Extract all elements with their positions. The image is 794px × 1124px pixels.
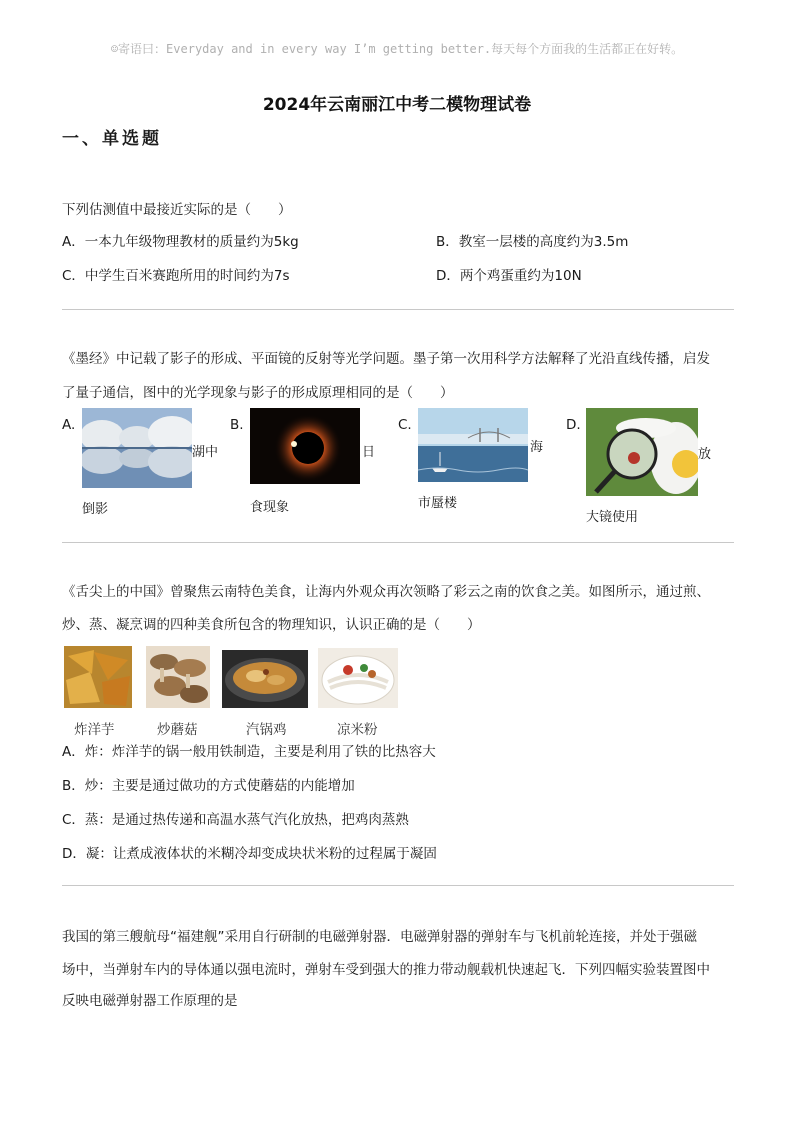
- reflection-photo: [82, 408, 192, 488]
- question-3-option-a: A．炸：炸洋芋的锅一般用铁制造，主要是利用了铁的比热容大: [62, 744, 436, 760]
- food-caption: 炒蘑菇: [157, 722, 198, 738]
- question-1-stem: 下列估测值中最接近实际的是（ ）: [62, 202, 292, 218]
- option-d-side-text: 放: [698, 447, 712, 462]
- question-4-stem-line-3: 反映电磁弹射器工作原理的是: [62, 993, 238, 1009]
- question-3-option-b: B．炒：主要是通过做功的方式使蘑菇的内能增加: [62, 778, 355, 794]
- question-2-stem-line-1: 《墨经》中记载了影子的形成、平面镜的反射等光学问题。墨子第一次用科学方法解释了光沿直线传播，启发: [62, 351, 710, 367]
- option-b-label: B.: [230, 417, 244, 433]
- question-2-stem-line-2: 了量子通信，图中的光学现象与影子的形成原理相同的是（ ）: [62, 385, 454, 401]
- option-c-label: C.: [398, 417, 412, 433]
- question-4-stem-line-1: 我国的第三艘航母“福建舰”采用自行研制的电磁弹射器．电磁弹射器的弹射车与飞机前轮连接，并处于强磁: [62, 929, 697, 945]
- option-b-side-text: 日: [362, 445, 376, 460]
- question-1-option-d: D．两个鸡蛋重约为10N: [436, 268, 582, 284]
- food-caption: 炸洋芋: [74, 722, 115, 738]
- option-d-label: D.: [566, 417, 581, 433]
- cold-rice-noodle-photo: [318, 648, 398, 708]
- option-d-caption: 大镜使用: [586, 510, 639, 525]
- option-a-caption: 倒影: [82, 502, 109, 517]
- question-1-option-b: B．教室一层楼的高度约为3.5m: [436, 234, 629, 250]
- question-3-option-d: D．凝：让煮成液体状的米糊冷却变成块状米粉的过程属于凝固: [62, 846, 437, 862]
- steam-pot-chicken-photo: [222, 650, 308, 708]
- option-a-side-text: 湖中: [192, 445, 219, 460]
- magnifying-glass-photo: [586, 408, 698, 496]
- food-caption: 凉米粉: [337, 722, 378, 738]
- solar-eclipse-photo: [250, 408, 360, 484]
- motto-header: ☺寄语曰：Everyday and in every way I’m getting better.每天每个方面我的生活都正在好转。: [110, 42, 684, 56]
- option-c-side-text: 海: [530, 440, 544, 455]
- section-heading: 一、单选题: [62, 129, 162, 149]
- question-3-stem-line-2: 炒、蒸、凝烹调的四种美食所包含的物理知识，认识正确的是（ ）: [62, 617, 481, 633]
- question-1-option-c: C．中学生百米赛跑所用的时间约为7s: [62, 268, 290, 284]
- divider: [62, 885, 734, 886]
- page-title: 2024年云南丽江中考二模物理试卷: [262, 95, 532, 115]
- option-b-caption: 食现象: [250, 500, 290, 515]
- question-1-option-a: A．一本九年级物理教材的质量约为5kg: [62, 234, 299, 250]
- divider: [62, 542, 734, 543]
- divider: [62, 309, 734, 310]
- fried-potato-photo: [64, 646, 132, 708]
- question-4-stem-line-2: 场中，当弹射车内的导体通以强电流时，弹射车受到强大的推力带动舰载机快速起飞．下列四幅实验装置图中: [62, 962, 710, 978]
- option-a-label: A.: [62, 417, 76, 433]
- option-c-caption: 市蜃楼: [418, 496, 458, 511]
- fried-mushroom-photo: [146, 646, 210, 708]
- food-caption: 汽锅鸡: [246, 722, 287, 738]
- question-3-option-c: C．蒸：是通过热传递和高温水蒸气汽化放热，把鸡肉蒸熟: [62, 812, 409, 828]
- mirage-photo: [418, 408, 528, 482]
- question-3-stem-line-1: 《舌尖上的中国》曾聚焦云南特色美食，让海内外观众再次领略了彩云之南的饮食之美。如图所示，通过煎、: [62, 584, 710, 600]
